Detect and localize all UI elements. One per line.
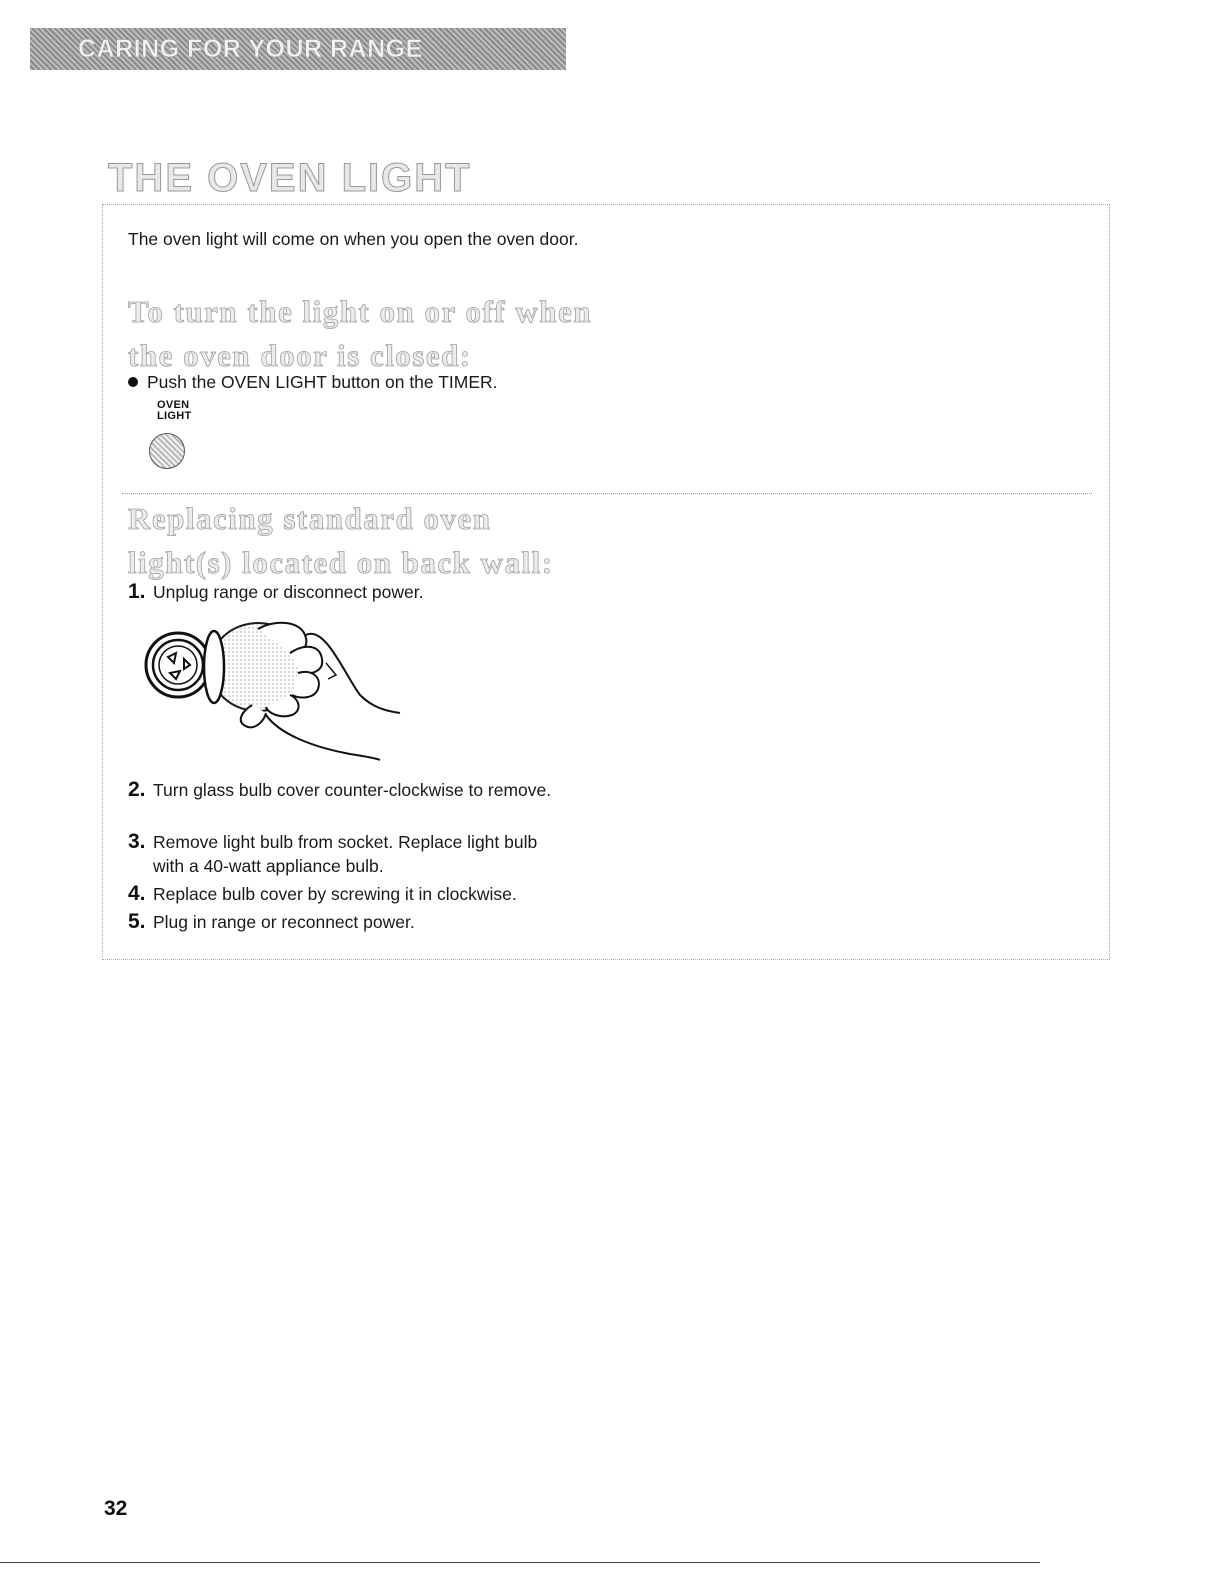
- section-divider: [122, 493, 1092, 494]
- section-banner-label: CARING FOR YOUR RANGE: [78, 35, 423, 63]
- step-item: [128, 830, 598, 878]
- step-item: [128, 580, 598, 604]
- step-number: 5.: [128, 910, 146, 933]
- oven-light-label-line1: OVEN: [157, 399, 190, 411]
- subheading-turn-light-on-off: [128, 290, 598, 378]
- step-number: 1.: [128, 580, 146, 603]
- subheading-replacing-oven-light: [128, 497, 598, 585]
- step-number: 4.: [128, 882, 146, 905]
- subheading-text: Replacing standard oven light(s) located on back wall:: [128, 501, 554, 580]
- step-text: Remove light bulb from socket. Replace light bulb with a 40-watt appliance bulb.: [153, 832, 538, 876]
- page-number: 32: [104, 1497, 128, 1520]
- bullet-dot-icon: [128, 377, 138, 387]
- bullet-text: Push the OVEN LIGHT button on the TIMER.: [147, 372, 498, 392]
- step-number: 2.: [128, 778, 146, 801]
- section-banner: [30, 28, 566, 70]
- intro-paragraph: The oven light will come on when you open the oven door.: [128, 229, 579, 249]
- step-text: Unplug range or disconnect power.: [153, 582, 424, 602]
- step-text: Plug in range or reconnect power.: [153, 912, 415, 932]
- subheading-text: To turn the light on or off when the oven door is closed:: [128, 294, 592, 373]
- bulb-cover-illustration: [140, 615, 410, 765]
- footer-rule: [0, 1562, 1040, 1563]
- step-item: [128, 910, 598, 934]
- step-number: 3.: [128, 830, 146, 853]
- step-text: Turn glass bulb cover counter-clockwise to remove.: [153, 780, 552, 800]
- step-item: [128, 882, 598, 906]
- oven-light-label-line2: LIGHT: [157, 410, 192, 422]
- step-item: [128, 778, 598, 802]
- page-title: THE OVEN LIGHT: [108, 156, 472, 200]
- oven-light-button-icon: [149, 433, 185, 469]
- oven-light-button-graphic: [148, 400, 208, 472]
- bullet-push-oven-light: [128, 370, 498, 394]
- step-text: Replace bulb cover by screwing it in clockwise.: [153, 884, 517, 904]
